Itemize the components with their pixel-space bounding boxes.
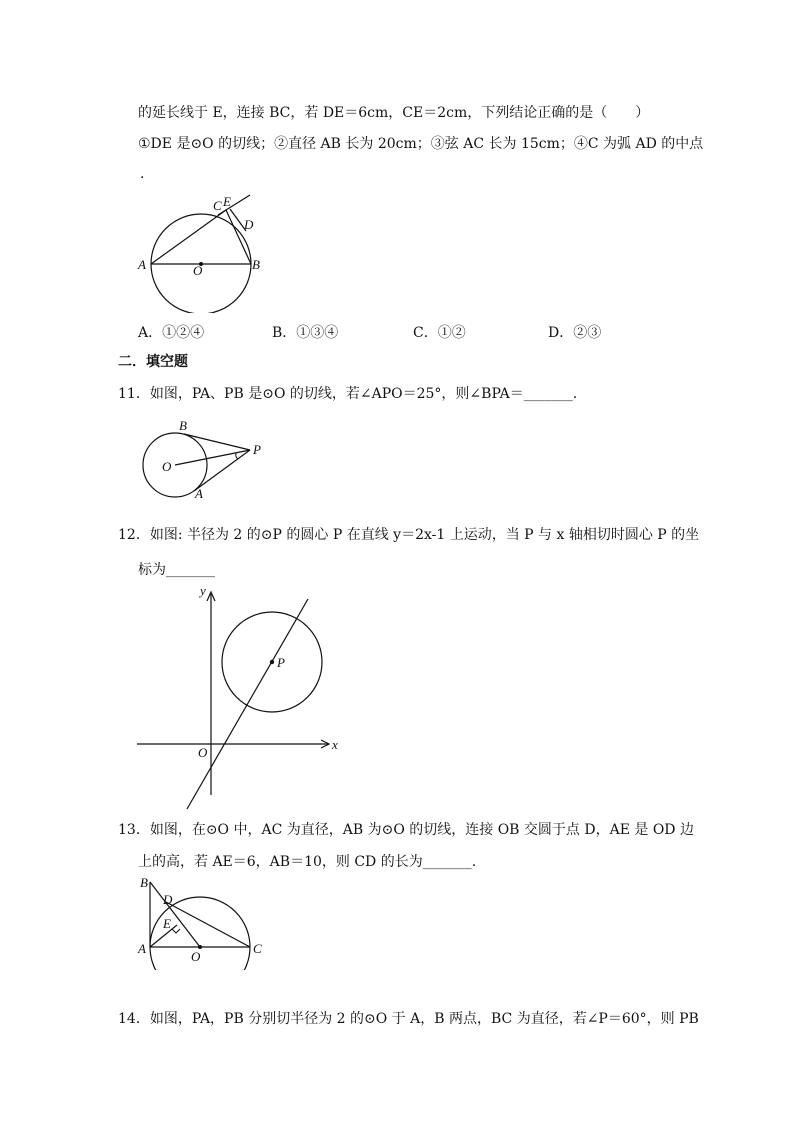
q12-line-y-2x-1	[187, 599, 308, 809]
q10-label-o: O	[193, 263, 203, 278]
q10-label-c: C	[213, 198, 222, 213]
q13-label-a: A	[138, 941, 146, 956]
q10-label-b: B	[252, 257, 260, 272]
q13-label-o: O	[191, 949, 201, 964]
q11-label-o: O	[162, 459, 172, 474]
q10-label-d: D	[244, 217, 254, 232]
q11-text: 11．如图，PA、PB 是⊙O 的切线，若∠APO＝25°，则∠BPA＝_______.	[118, 386, 578, 402]
q12-figure	[130, 580, 350, 815]
q10-label-e: E	[223, 194, 231, 209]
q10-label-a: A	[138, 257, 146, 272]
q12-center-dot	[270, 660, 274, 664]
q11-angle-arc	[236, 453, 238, 459]
q13-line2: 上的高，若 AE＝6，AB＝10，则 CD 的长为_______.	[138, 854, 477, 870]
q14-line1: 14．如图，PA，PB 分别切半径为 2 的⊙O 于 A，B 两点，BC 为直径，若∠P＝60°，则 PB	[118, 1011, 699, 1027]
q12-label-y: y	[200, 583, 206, 598]
q13-label-b: B	[140, 875, 148, 890]
q12-label-o: O	[198, 745, 208, 760]
q10-chord-ac	[151, 210, 226, 264]
section-title-fill-in: 二．填空题	[118, 354, 188, 370]
q10-option-d: D．②③	[548, 325, 602, 341]
q10-line2: ①DE 是⊙O 的切线；②直径 AB 长为 20cm；③弦 AC 长为 15cm；④C 为弧 AD 的中点	[138, 136, 704, 152]
q10-line1: 的延长线于 E，连接 BC，若 DE＝6cm，CE＝2cm，下列结论正确的是（ ）	[138, 105, 650, 121]
q10-option-c: C．①②	[413, 325, 466, 341]
q13-segment-dc	[166, 902, 250, 947]
q12-line1: 12．如图: 半径为 2 的⊙P 的圆心 P 在直线 y＝2x-1 上运动，当 P 与 x 轴相切时圆心 P 的坐	[118, 527, 700, 543]
q10-line3: .	[140, 166, 145, 182]
q11-label-p: P	[253, 442, 261, 457]
q13-line1: 13．如图，在⊙O 中，AC 为直径，AB 为⊙O 的切线，连接 OB 交圆于点 D，AE 是 OD 边	[118, 822, 694, 838]
q13-right-angle-mark	[172, 929, 180, 933]
q13-figure	[132, 870, 272, 970]
q11-label-a: A	[195, 486, 203, 501]
q10-option-b: B．①③④	[272, 325, 339, 341]
q13-label-c: C	[253, 941, 262, 956]
q10-figure	[130, 188, 260, 313]
q12-label-x: x	[332, 737, 338, 752]
q11-tangent-pb	[184, 434, 250, 450]
q12-line2: 标为_______	[138, 562, 215, 578]
q10-option-a: A．①②④	[138, 325, 205, 341]
q12-label-p: P	[277, 655, 285, 670]
q13-label-d: D	[163, 892, 173, 907]
q11-label-b: B	[179, 418, 187, 433]
q11-figure	[132, 415, 272, 505]
q13-segment-ob	[150, 882, 200, 947]
q13-label-e: E	[163, 916, 171, 931]
